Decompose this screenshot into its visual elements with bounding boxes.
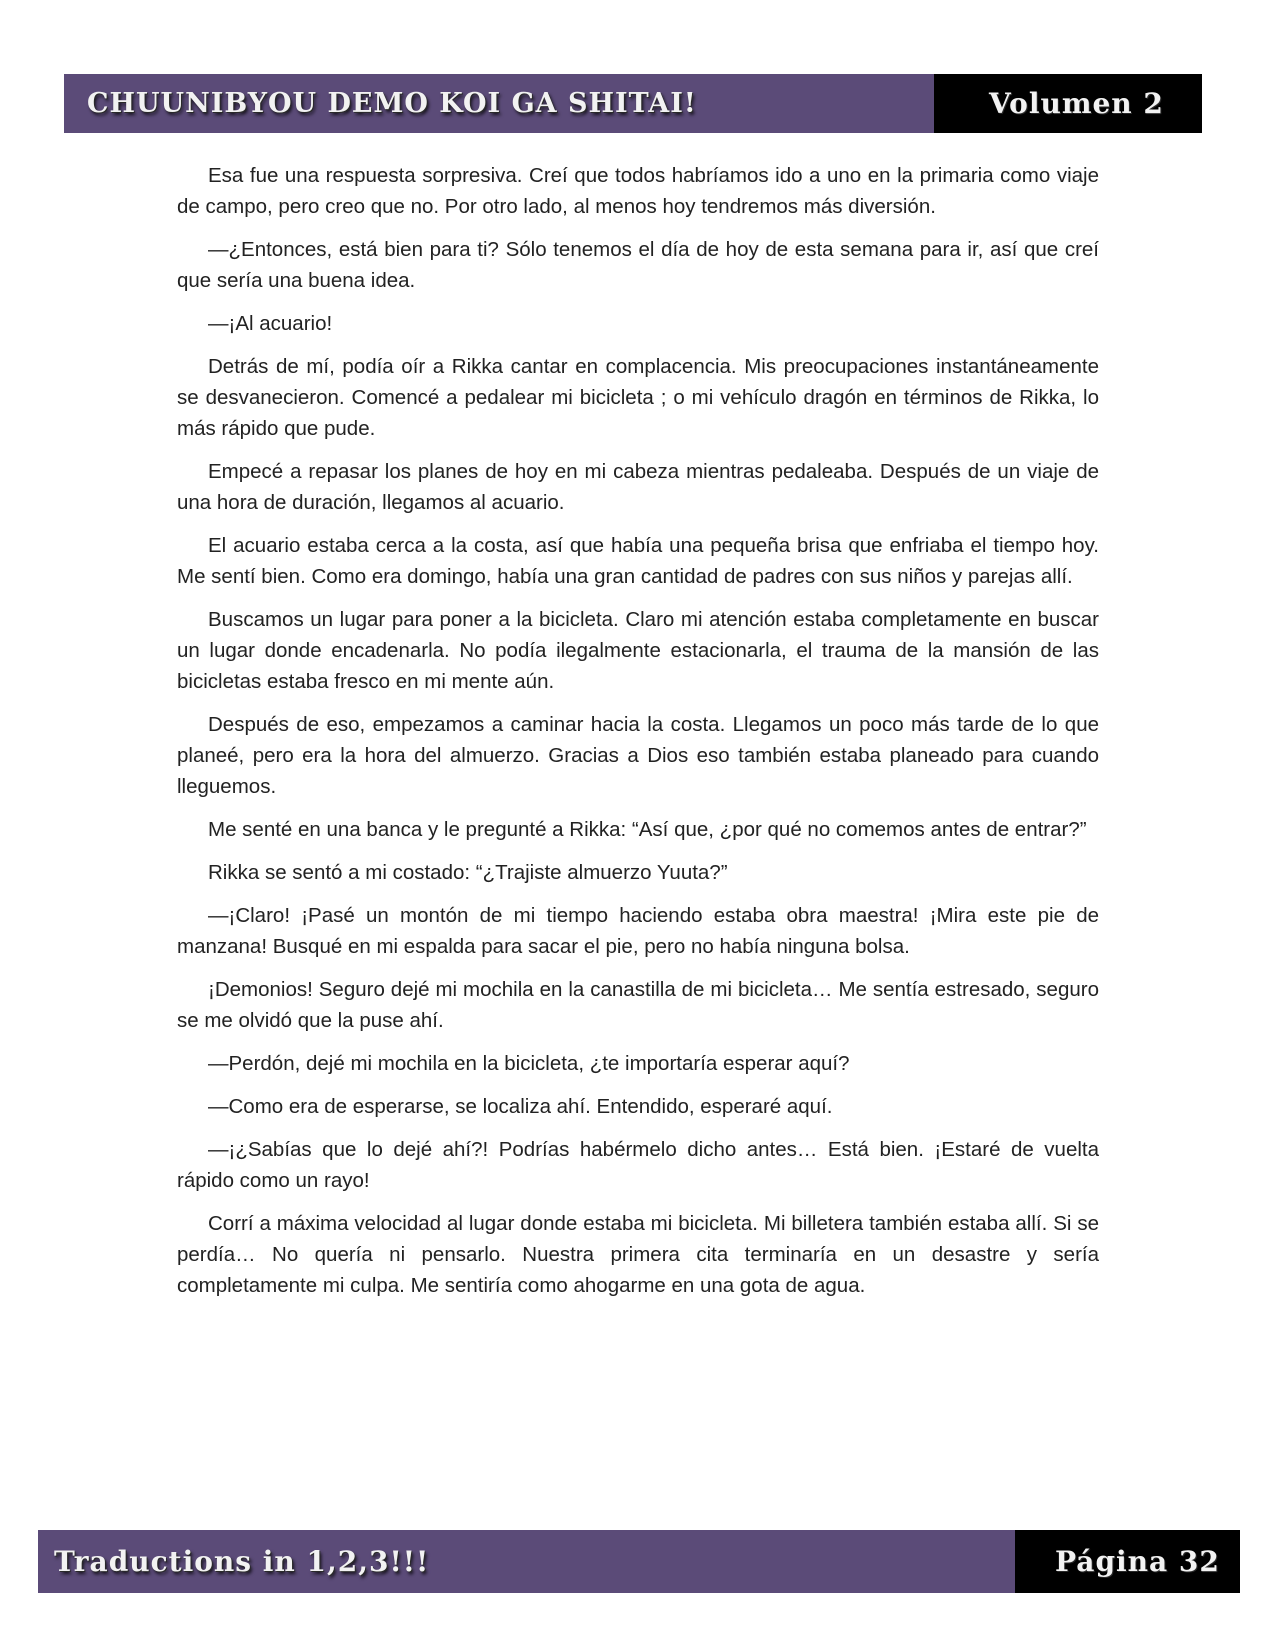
paragraph-15: —¡¿Sabías que lo dejé ahí?! Podrías habérmelo dicho antes… Está bien. ¡Estaré de vuelta rápido como un rayo! (177, 1138, 1099, 1192)
page-header (64, 74, 1202, 133)
paragraph-11: —¡Claro! ¡Pasé un montón de mi tiempo haciendo estaba obra maestra! ¡Mira este pie de manzana! Busqué en mi espalda para sacar el pie, pero no había ninguna bolsa. (177, 904, 1099, 958)
book-title: CHUUNIBYOU DEMO KOI GA SHITAI! (87, 88, 697, 119)
paragraph-7: Buscamos un lugar para poner a la bicicleta. Claro mi atención estaba completamente en buscar un lugar donde encadenarla. No podía ilegalmente estacionarla, el trauma de la mansión de las bicicletas estaba fresco en mi mente aún. (177, 608, 1099, 693)
paragraph-3: —¡Al acuario! (208, 312, 333, 335)
translator-credit: Traductions in 1,2,3!!! (54, 1545, 430, 1578)
paragraph-9: Me senté en una banca y le pregunté a Rikka: “Así que, ¿por qué no comemos antes de entrar?” (208, 818, 1087, 841)
paragraph-2: —¿Entonces, está bien para ti? Sólo tenemos el día de hoy de esta semana para ir, así que creí que sería una buena idea. (177, 238, 1099, 292)
page-footer (38, 1530, 1240, 1593)
footer-credit-bar (38, 1530, 1015, 1593)
paragraph-1: Esa fue una respuesta sorpresiva. Creí que todos habríamos ido a uno en la primaria como viaje de campo, pero creo que no. Por otro lado, al menos hoy tendremos más diversión. (177, 164, 1099, 218)
header-title-bar (64, 74, 934, 133)
volume-label: Volumen 2 (989, 87, 1164, 120)
paragraph-4: Detrás de mí, podía oír a Rikka cantar en complacencia. Mis preocupaciones instantáneamente se desvanecieron. Comencé a pedalear mi bicicleta ; o mi vehículo dragón en términos de Rikka, lo más rápido que pude. (177, 355, 1099, 440)
header-volume-bar (934, 74, 1202, 133)
paragraph-5: Empecé a repasar los planes de hoy en mi cabeza mientras pedaleaba. Después de un viaje de una hora de duración, llegamos al acuario. (177, 460, 1099, 514)
paragraph-10: Rikka se sentó a mi costado: “¿Trajiste almuerzo Yuuta?” (208, 861, 728, 884)
page-number: Página 32 (1055, 1545, 1220, 1578)
paragraph-16: Corrí a máxima velocidad al lugar donde estaba mi bicicleta. Mi billetera también estaba allí. Si se perdía… No quería ni pensarlo. Nuestra primera cita terminaría en un desastre y sería completamente mi culpa. Me sentiría como ahogarme en una gota de agua. (177, 1212, 1099, 1297)
paragraph-13: —Perdón, dejé mi mochila en la bicicleta, ¿te importaría esperar aquí? (208, 1052, 850, 1075)
paragraph-6: El acuario estaba cerca a la costa, así que había una pequeña brisa que enfriaba el tiempo hoy. Me sentí bien. Como era domingo, había una gran cantidad de padres con sus niños y parejas allí. (177, 534, 1099, 588)
footer-page-bar (1015, 1530, 1240, 1593)
paragraph-12: ¡Demonios! Seguro dejé mi mochila en la canastilla de mi bicicleta… Me sentía estresado, seguro se me olvidó que la puse ahí. (177, 978, 1099, 1032)
paragraph-8: Después de eso, empezamos a caminar hacia la costa. Llegamos un poco más tarde de lo que planeé, pero era la hora del almuerzo. Gracias a Dios eso también estaba planeado para cuando lleguemos. (177, 713, 1099, 798)
paragraph-14: —Como era de esperarse, se localiza ahí. Entendido, esperaré aquí. (208, 1095, 833, 1118)
page-body (177, 160, 1099, 1313)
